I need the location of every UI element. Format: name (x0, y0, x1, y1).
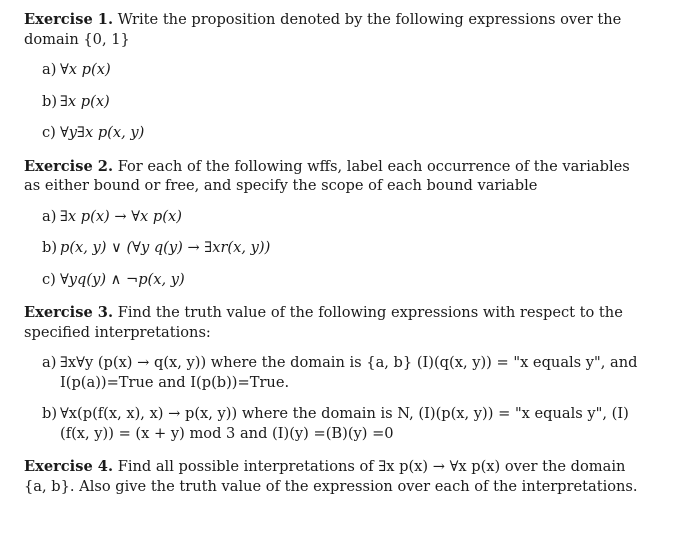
exercise-3-item-b (24, 404, 650, 443)
exercise-2-item-b (24, 238, 650, 258)
exercise-3-text: Find the truth value of the following expressions with respect to the specified interpretations: (24, 304, 623, 341)
exercise-1-item-b (24, 92, 650, 112)
item-marker: c) (42, 270, 56, 288)
item-expression: ∀y∃x p(x, y) (60, 124, 145, 141)
exercise-2-item-c (24, 270, 650, 290)
exercise-1-text: Write the proposition denoted by the following expressions over the domain {0, 1} (24, 11, 622, 48)
exercise-3-item-a (24, 353, 650, 392)
exercise-1-item-a (24, 60, 650, 80)
item-expression: ∀yq(y) ∧ ¬p(x, y) (60, 270, 185, 288)
exercise-sheet (24, 6, 650, 496)
exercise-4-text: Find all possible interpretations of ∃x p(x) → ∀x p(x) over the domain {a, b}. Also give the truth value of the expression over each of the interpretations. (24, 458, 638, 495)
exercise-2-label: Exercise 2. (24, 157, 114, 175)
exercise-2-items (24, 207, 650, 290)
exercise-2 (24, 157, 650, 196)
exercise-3-items (24, 353, 650, 443)
exercise-3 (24, 303, 650, 342)
item-marker: b) (42, 92, 58, 110)
item-expression: ∃x p(x) → ∀x p(x) (60, 207, 182, 225)
item-marker: a) (42, 354, 57, 371)
exercise-1 (24, 10, 650, 49)
item-expression: p(x, y) ∨ (∀y q(y) → ∃xr(x, y)) (60, 239, 271, 256)
item-expression: ∃x∀y (p(x) → q(x, y)) where the domain is {a, b} (I)(q(x, y)) = "x equals y", and I(p(a))=True and I(p(b))=True. (60, 354, 638, 391)
item-expression: ∃x p(x) (60, 92, 110, 110)
item-marker: b) (42, 239, 58, 256)
item-expression: ∀x p(x) (60, 61, 111, 78)
exercise-1-item-c (24, 123, 650, 143)
item-marker: a) (42, 61, 57, 78)
item-marker: a) (42, 207, 57, 225)
exercise-2-item-a (24, 207, 650, 227)
item-expression: ∀x(p(f(x, x), x) → p(x, y)) where the domain is N, (I)(p(x, y)) = "x equals y", (I)(f(x, y)) = (x + y) mod 3 and (I)(y) =(B)(y) =0 (60, 405, 629, 442)
item-marker: b) (42, 405, 58, 422)
exercise-4 (24, 457, 650, 496)
exercise-1-label: Exercise 1. (24, 11, 114, 28)
exercise-4-label: Exercise 4. (24, 458, 114, 475)
exercise-1-items (24, 60, 650, 143)
exercise-2-text: For each of the following wffs, label each occurrence of the variables as either bound or free, and specify the scope of each bound variable (24, 157, 630, 194)
exercise-3-label: Exercise 3. (24, 304, 114, 321)
item-marker: c) (42, 124, 56, 141)
